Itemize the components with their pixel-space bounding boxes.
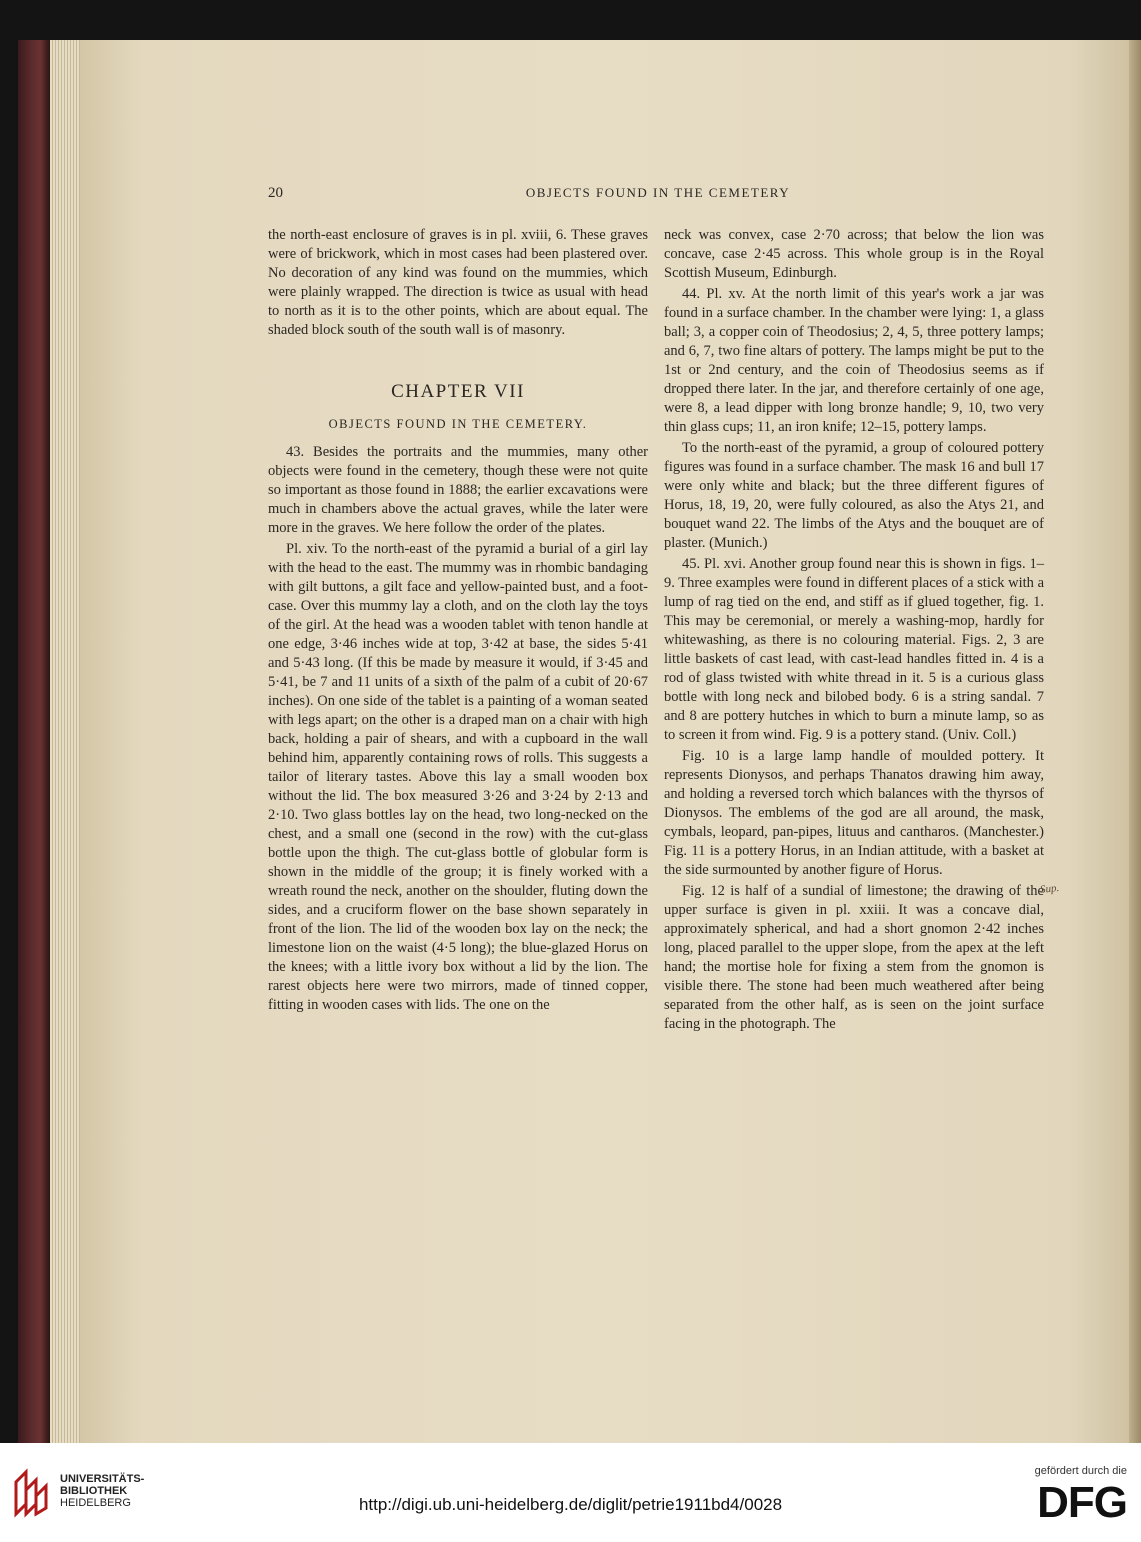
chapter-subheading: OBJECTS FOUND IN THE CEMETERY. bbox=[328, 417, 588, 431]
paragraph: Fig. 10 is a large lamp handle of moulded pottery. It represents Dionysos, and perhaps Thanatos drawing him away, and holding a reversed torch which balances with the thyrsos of Dionysos. The emblems of the god are all around, the mask, cymbals, leopard, pan-pipes, lituus and cantharos. (Manchester.) Fig. 11 is a pottery Horus, in an Indian attitude, with a basket at the side surmounted by another figure of Horus. bbox=[664, 748, 1044, 878]
paragraph: 43. Besides the portraits and the mummies, many other objects were found in the cemetery, though these were not quite so important as those found in 1888; the earlier excavations were much in chambers above the actual graves, while the later were more in the graves. We here follow the order of the plates. bbox=[268, 444, 648, 536]
page-right-edge bbox=[1129, 40, 1141, 1443]
right-column bbox=[664, 226, 1044, 1036]
running-title: OBJECTS FOUND IN THE CEMETERY bbox=[525, 185, 791, 200]
page-edges bbox=[50, 40, 80, 1443]
viewer-footer bbox=[0, 1443, 1141, 1542]
paragraph: Fig. 12 is half of a sundial of limestone; the drawing of the upper surface is given in pl. xxiii. It was a concave dial, approximately spherical, and had a short gnomon 2·42 inches long, placed parallel to the upper slope, from the apex at the left hand; the mortise hole for fixing a stem from the gnomon is visible there. The stone had been much weathered after being separated from the other half, as is seen on the joint surface facing in the photograph. The bbox=[664, 883, 1044, 1032]
paragraph: 44. Pl. xv. At the north limit of this year's work a jar was found in a surface chamber. In the chamber were lying: 1, a glass ball; 3, a copper coin of Theodosius; 2, 4, 5, three pottery lamps; and 6, 7, two fine altars of pottery. The lamps might be put to the 1st or 2nd century, and the coin of Theodosius seems as if dropped there later. In the jar, and therefore certainly of one age, were 8, a lead dipper with long bronze handle; 9, 10, two very thin glass cups; 11, an iron knife; 12–15, pottery lamps. bbox=[664, 286, 1044, 435]
sponsor-block[interactable] bbox=[1007, 1465, 1127, 1525]
page-number: 20 bbox=[268, 185, 283, 201]
handwritten-margin-note: Sup. bbox=[1039, 882, 1060, 896]
library-name-line: BIBLIOTHEK bbox=[60, 1485, 128, 1497]
book-spine bbox=[18, 40, 50, 1443]
sponsor-caption: gefördert durch die bbox=[1034, 1465, 1127, 1477]
library-name-line: HEIDELBERG bbox=[60, 1497, 131, 1509]
paragraph: the north-east enclosure of graves is in pl. xviii, 6. These graves were of brickwork, which in most cases had been plastered over. No decoration of any kind was found on the mummies, which were plainly wrapped. The direction is twice as usual with head to north as it is to the other points, which are about equal. The shaded block south of the south wall is of masonry. bbox=[268, 227, 648, 338]
permalink-url[interactable]: http://digi.ub.uni-heidelberg.de/diglit/petrie1911bd4/0028 bbox=[358, 1495, 783, 1514]
paragraph: neck was convex, case 2·70 across; that below the lion was concave, case 2·45 across. This whole group is in the Royal Scottish Museum, Edinburgh. bbox=[664, 227, 1044, 281]
paragraph: To the north-east of the pyramid, a group of coloured pottery figures was found in a surface chamber. The mask 16 and bull 17 were only white and black; but the three different figures of Horus, 18, 19, 20, were fully coloured, as also the Atys 21, and bouquet wand 22. The limbs of the Atys and the bouquet are of plaster. (Munich.) bbox=[664, 440, 1044, 551]
library-name-line: UNIVERSITÄTS- bbox=[60, 1473, 145, 1485]
dfg-logo-icon: DFG bbox=[1037, 1478, 1127, 1527]
running-head bbox=[268, 185, 1048, 205]
paragraph: 45. Pl. xvi. Another group found near this is shown in figs. 1–9. Three examples were found in different places of a stick with a lump of rag tied on the end, and stiff as if glued together, fig. 1. This may be ceremonial, or merely a washing-mop, hardly for whitewashing, as there is no colouring material. Figs. 2, 3 are little baskets of cast lead, with cast-lead handles fitted in. 4 is a rod of glass twisted with white thread in it. 5 is a curious glass bottle with long neck and bilobed body. 6 is a string sandal. 7 and 8 are pottery hutches in which to burn a minute lamp, so as to screen it from wind. Fig. 9 is a pottery stand. (Univ. Coll.) bbox=[664, 556, 1044, 743]
left-column bbox=[268, 226, 648, 1017]
paragraph: Pl. xiv. To the north-east of the pyramid a burial of a girl lay with the head to the east. The mummy was in rhombic bandaging with gilt buttons, a gilt face and yellow-painted bust, and a foot-case. Over this mummy lay a cloth, and on the cloth lay the toys of the girl. At the head was a wooden tablet with tenon handle at one edge, 3·46 inches wide at top, 3·42 at base, the sides 5·41 and 5·43 long. (If this be made by measure it would, if 3·45 and 5·41, be 7 and 11 units of a sixth of the palm of a cubit of 20·67 inches). On one side of the tablet is a painting of a woman seated with legs apart; on the other is a draped man on a chair with high back, holding a pair of shears, and with a cupboard in the wall behind him, apparently containing rows of rolls. This suggests a tailor of literary tastes. Above this lay a small wooden box without the lid. The box measured 3·26 and 3·24 by 2·13 and 2·10. Two glass bottles lay on the head, two long-necked on the chest, and a small one (second in the row) with the cut-glass bottle upon the thigh. The cut-glass bottle of globular form is shown in the middle of the group; it is finely worked with a wreath round the neck, another on the shoulder, fluting down the sides, and a cruciform flower on the base shown separately in front of the lion. The lid of the wooden box lay on the neck; the limestone lion on the waist (4·5 long); the blue-glazed Horus on the knees; with a little ivory box without a lid by the lion. The rarest objects here were two mirrors, made of tinned copper, fitting in wooden cases with lids. The one on the bbox=[268, 541, 648, 1013]
chapter-heading: CHAPTER VII bbox=[391, 381, 525, 402]
